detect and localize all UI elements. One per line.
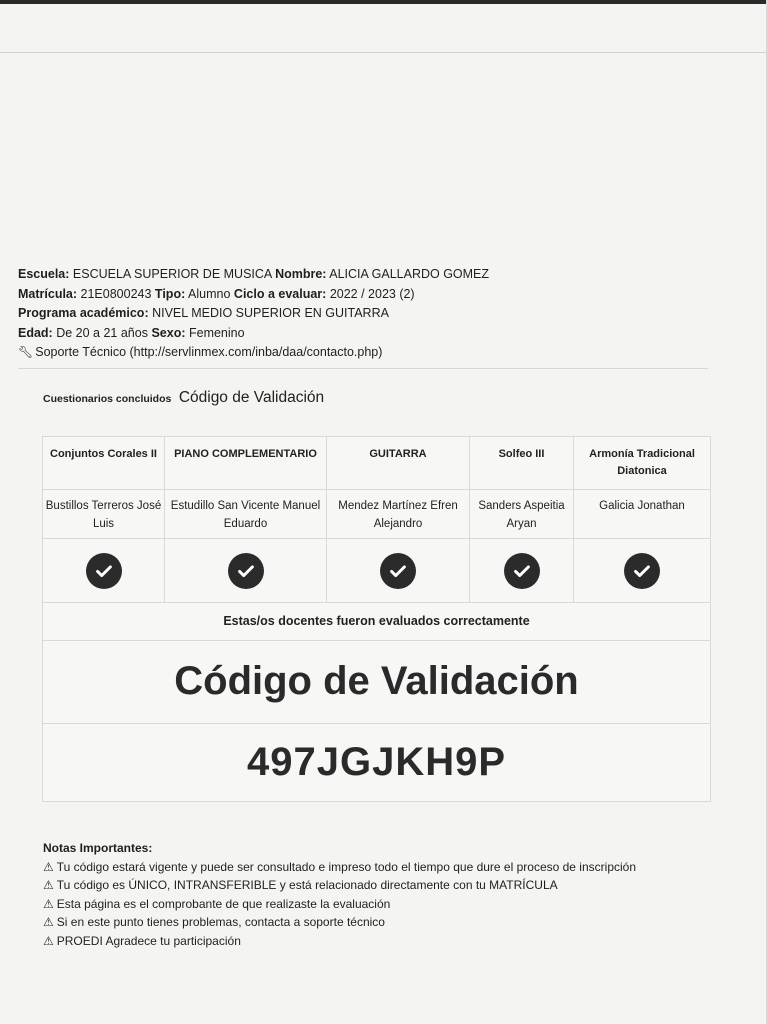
warning-icon: ⚠︎	[43, 859, 54, 874]
program-label: Programa académico:	[18, 306, 149, 320]
check-circle-icon	[228, 553, 264, 589]
cycle-value: 2022 / 2023 (2)	[329, 286, 415, 301]
subjects-header-row	[43, 437, 710, 490]
student-line-school	[18, 265, 489, 285]
subject-header: GUITARRA	[327, 437, 470, 489]
type-label: Tipo:	[154, 286, 186, 301]
note-text: Esta página es el comprobante de que realizaste la evaluación	[56, 896, 391, 911]
section-divider	[18, 368, 708, 369]
note-text: Si en este punto tienes problemas, contacta a soporte técnico	[56, 915, 385, 930]
status-cell	[165, 539, 327, 602]
age-label: Edad:	[18, 325, 53, 340]
age-value: De 20 a 21 años	[56, 325, 148, 340]
subject-header: Conjuntos Corales II	[43, 437, 165, 489]
teacher-name: Mendez Martínez Efren Alejandro	[327, 490, 470, 538]
important-notes	[43, 839, 636, 951]
enrollment-value: 21E0800243	[80, 286, 152, 301]
check-circle-icon	[504, 553, 540, 589]
teacher-name: Galicia Jonathan	[599, 500, 685, 512]
note-text: Tu código es ÚNICO, INTRANSFERIBLE y está relacionado directamente con tu MATRÍCULA	[56, 878, 558, 893]
name-value: ALICIA GALLARDO GOMEZ	[329, 267, 490, 281]
status-row	[43, 539, 710, 603]
support-text[interactable]: Soporte Técnico (http://servlinmex.com/inba/daa/contacto.php)	[35, 345, 383, 359]
student-line-age	[18, 324, 489, 344]
notes-title: Notas Importantes:	[43, 841, 153, 855]
name-label: Nombre:	[275, 267, 327, 281]
student-line-program	[18, 304, 489, 324]
teacher-name: Bustillos Terreros José Luis	[43, 490, 165, 538]
status-cell	[327, 539, 470, 602]
validation-heading: Código de Validación	[178, 389, 325, 406]
wrench-icon: 🔧︎	[18, 345, 34, 359]
cycle-label: Ciclo a evaluar:	[233, 286, 327, 301]
program-value: NIVEL MEDIO SUPERIOR EN GUITARRA	[152, 306, 389, 320]
warning-icon: ⚠︎	[43, 933, 54, 948]
subject-header: PIANO COMPLEMENTARIO	[165, 437, 327, 489]
note-item	[43, 913, 636, 932]
message-row	[43, 603, 710, 641]
evaluation-table	[42, 436, 711, 802]
support-link[interactable]	[18, 343, 489, 363]
school-value: ESCUELA SUPERIOR DE MUSICA	[72, 267, 272, 281]
code-title-row	[43, 641, 710, 724]
status-cell	[470, 539, 574, 602]
note-text: Tu código estará vigente y puede ser consultado e impreso todo el tiempo que dure el proceso de inscripción	[56, 859, 636, 874]
enrollment-label: Matrícula:	[18, 286, 78, 301]
sex-value: Femenino	[188, 325, 245, 340]
code-title: Código de Validación	[174, 659, 579, 703]
teacher-name: Estudillo San Vicente Manuel Eduardo	[165, 490, 327, 538]
warning-icon: ⚠︎	[43, 915, 54, 930]
note-item	[43, 895, 636, 914]
note-item	[43, 876, 636, 895]
teacher-name: Sanders Aspeitia Aryan	[470, 490, 574, 538]
status-cell	[43, 539, 165, 602]
page-top-edge	[0, 0, 768, 4]
completed-questionnaires-label: Cuestionarios concluidos	[43, 393, 172, 405]
status-cell	[574, 539, 710, 602]
note-item	[43, 932, 636, 951]
type-value: Alumno	[188, 286, 231, 301]
warning-icon: ⚠︎	[43, 878, 54, 893]
check-circle-icon	[86, 553, 122, 589]
evaluated-message: Estas/os docentes fueron evaluados correctamente	[223, 614, 530, 628]
header-divider	[0, 52, 768, 53]
code-row	[43, 724, 710, 801]
subject-header: Armonía Tradicional Diatonica	[589, 448, 695, 477]
note-item	[43, 858, 636, 877]
note-text: PROEDI Agradece tu participación	[56, 933, 241, 948]
section-heading	[43, 389, 324, 407]
warning-icon: ⚠︎	[43, 896, 54, 911]
student-line-enrollment	[18, 285, 489, 305]
subject-header: Solfeo III	[470, 437, 574, 489]
teachers-row	[43, 490, 710, 539]
check-circle-icon	[380, 553, 416, 589]
school-label: Escuela:	[18, 267, 70, 281]
check-circle-icon	[624, 553, 660, 589]
student-info	[18, 265, 489, 363]
sex-label: Sexo:	[151, 325, 186, 340]
validation-code: 497JGJKH9P	[246, 740, 507, 784]
